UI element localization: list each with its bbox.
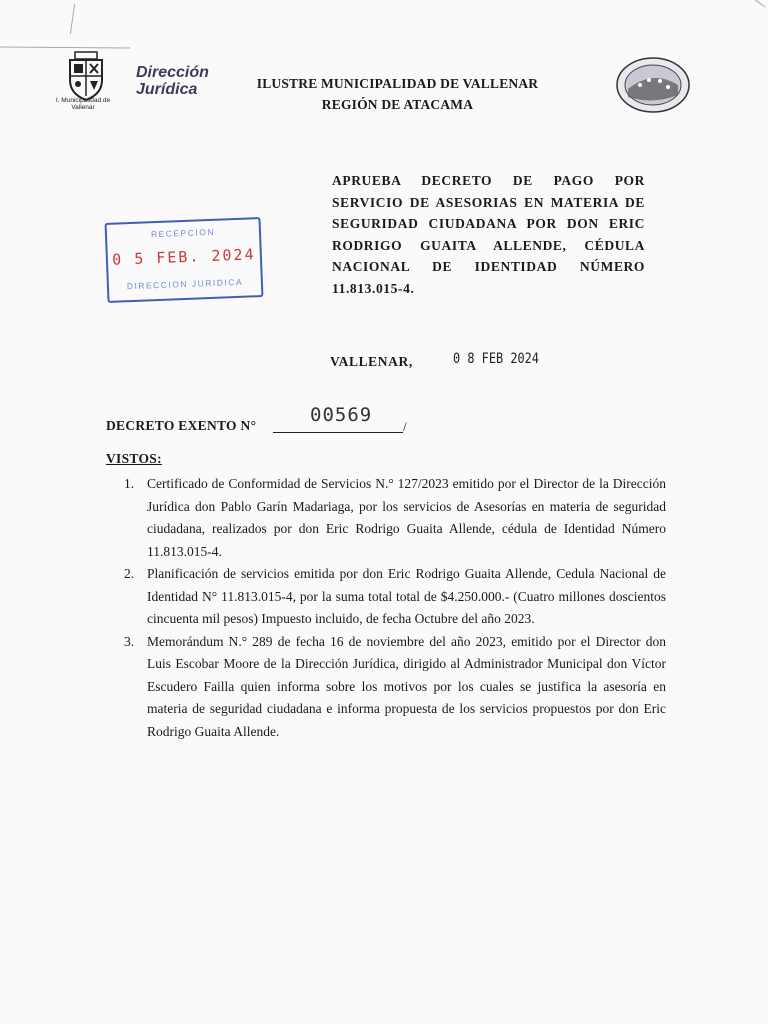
municipality-name: ILUSTRE MUNICIPALIDAD DE VALLENAR [256, 76, 539, 91]
decree-label: DECRETO EXENTO N° [106, 418, 257, 433]
list-item [106, 473, 666, 563]
list-item-text: Certificado de Conformidad de Servicios N.° 127/2023 emitido por el Director de la Dirección Jurídica don Pablo Garín Madariaga, por los servicios de Asesorías en materia de seguridad ciudadana, realizados por don Eric Rodrigo Guaita Allende, cédula de Identidad Número 11.813.015-4. [147, 476, 666, 559]
stamp-date: 0 5 FEB. 2024 [111, 245, 256, 269]
list-item [106, 631, 666, 744]
city-name: VALLENAR, [330, 354, 413, 369]
list-item-text: Memorándum N.° 289 de fecha 16 de noviembre del año 2023, emitido por el Director don Luis Escobar Moore de la Dirección Jurídica, dirigido al Administrador Municipal don Víctor Escudero Failla quien informa sobre los motivos por los cuales se justifica la asesoría en materia de seguridad ciudadana e informa propuesta de los servicios propuestos por don Eric Rodrigo Guaita Allende. [147, 633, 666, 739]
list-item-number: 3. [124, 633, 135, 649]
decree-number: 00569 [310, 404, 373, 426]
vistos-list [106, 473, 666, 743]
issue-date: 0 8 FEB 2024 [453, 351, 539, 367]
vistos-heading: VISTOS: [106, 451, 162, 466]
letterhead-title [230, 73, 565, 115]
municipality-crest-icon [62, 50, 110, 102]
decree-subject: APRUEBA DECRETO DE PAGO POR SERVICIO DE ASESORIAS EN MATERIA DE SEGURIDAD CIUDADANA POR DON ERIC RODRIGO GUAITA ALLENDE, CÉDULA NACIONAL DE IDENTIDAD NÚMERO 11.813.015-4. [332, 173, 645, 296]
list-item [106, 563, 666, 631]
stamp-footer: DIRECCION JURIDICA [126, 276, 244, 292]
reception-stamp [105, 217, 264, 303]
list-item-number: 1. [124, 476, 135, 491]
list-item-text: Planificación de servicios emitida por don Eric Rodrigo Guaita Allende, Cedula Nacional de Identidad N° 11.813.015-4, por la suma total total de $4.250.000.- (Cuatro millones doscientos cincuenta mil pesos) Impuesto incluido, de fecha Octubre del año 2023. [147, 566, 666, 626]
region-name: REGIÓN DE ATACAMA [321, 97, 474, 112]
scan-mark [0, 47, 130, 49]
scan-mark [70, 4, 75, 34]
decree-slash: / [403, 419, 407, 434]
decree-number-line [273, 432, 403, 433]
list-item-number: 2. [124, 566, 135, 581]
stamp-header: RECEPCION [150, 226, 216, 240]
department-logo: Dirección Jurídica [136, 64, 209, 98]
crest-caption: I. Municipalidad de Vallenar [55, 97, 111, 111]
scan-mark [747, 0, 766, 7]
environmental-certification-seal-icon [614, 55, 692, 115]
